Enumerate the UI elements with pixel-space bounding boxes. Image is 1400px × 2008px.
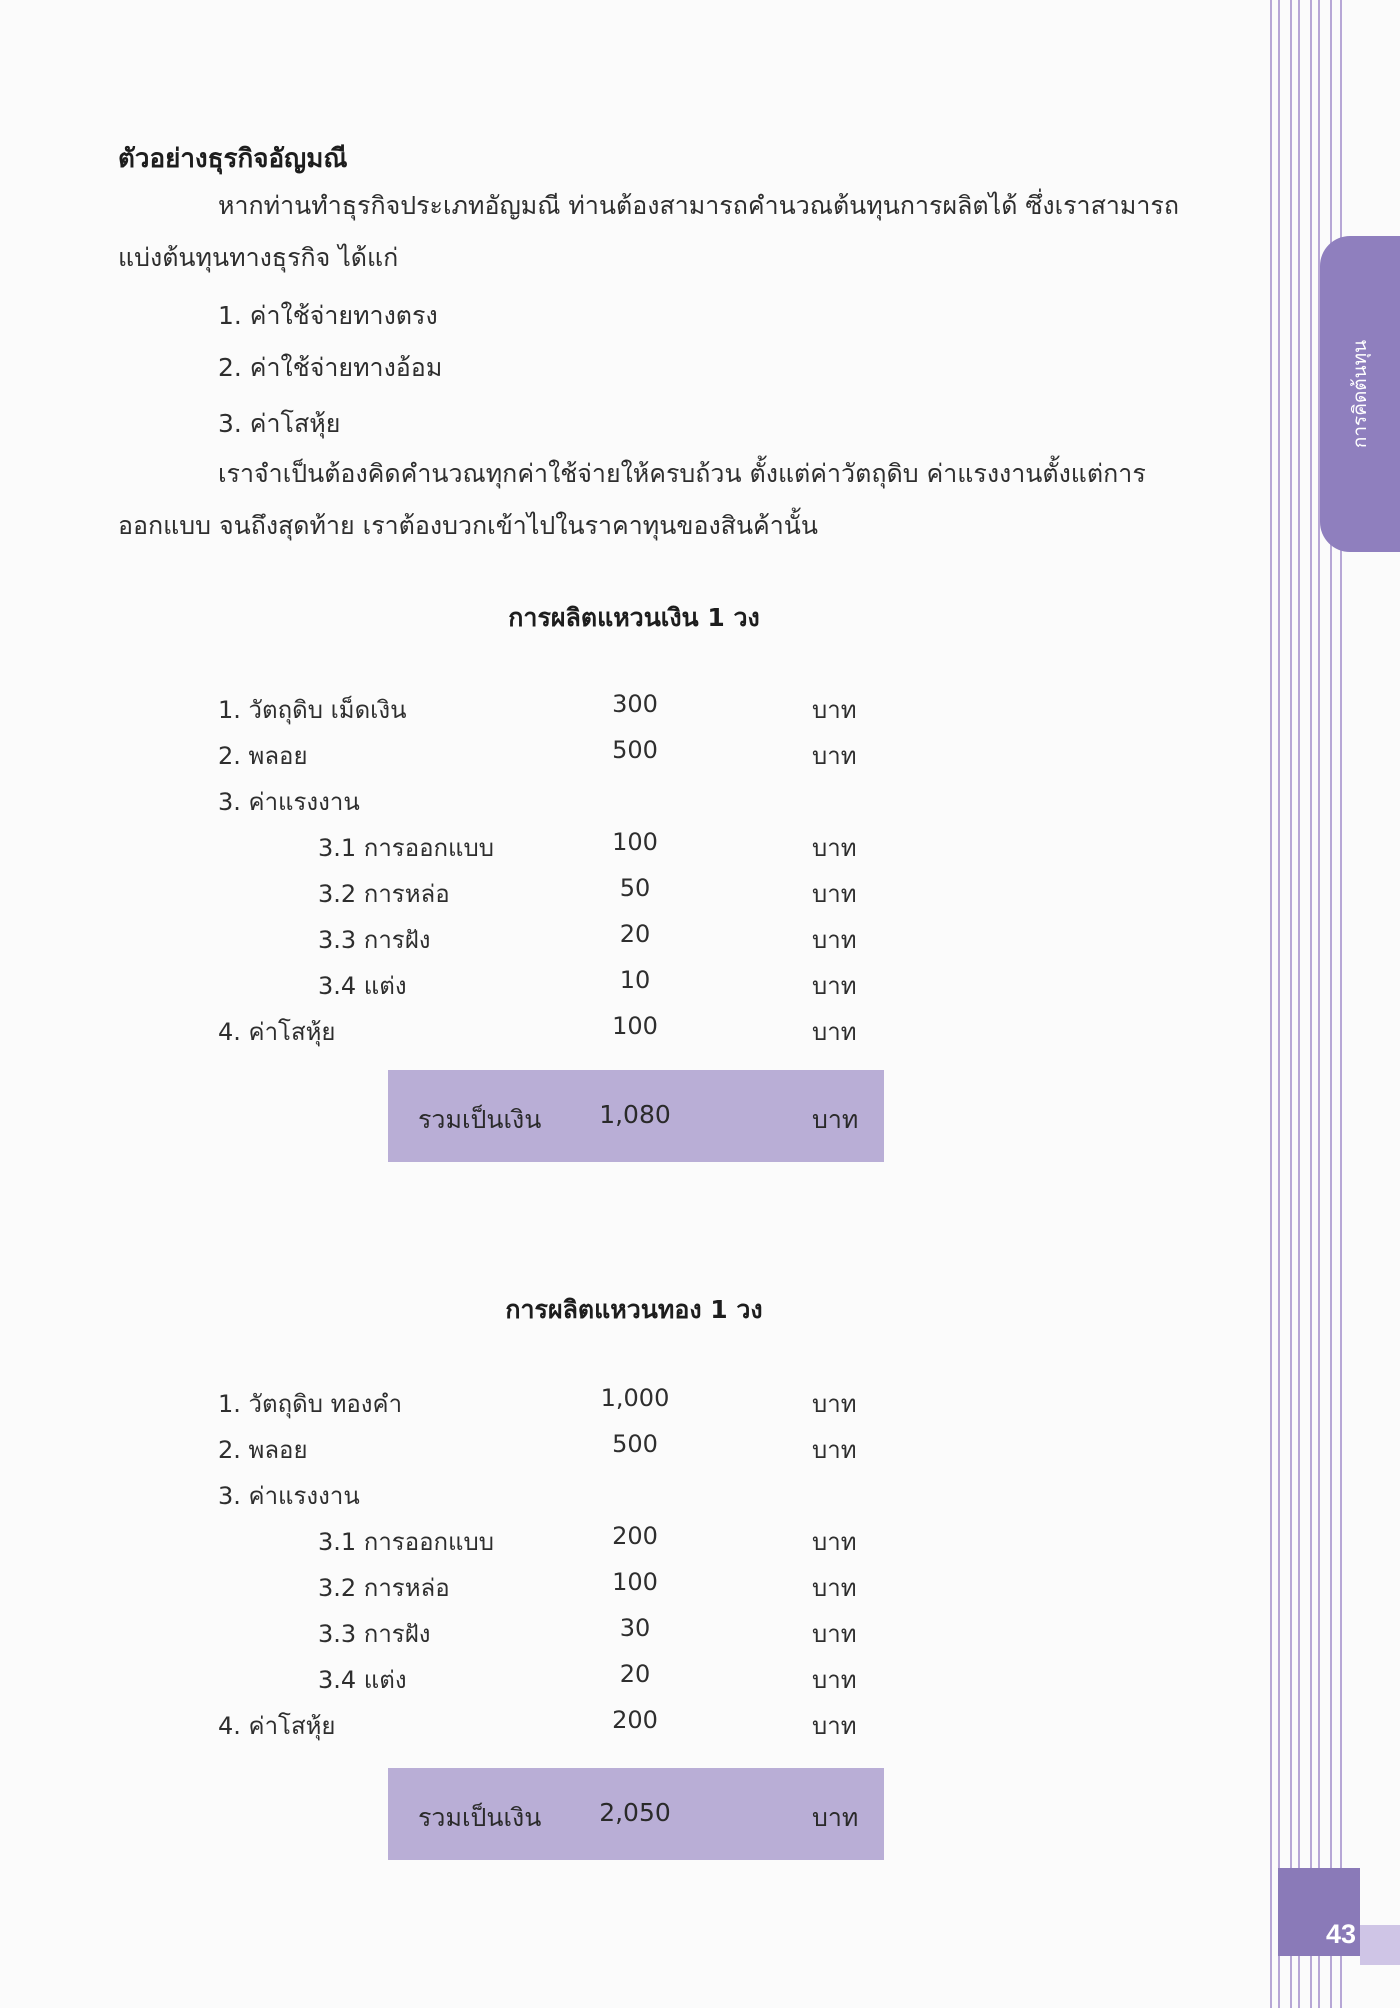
- row-label: 3.2 การหล่อ: [318, 880, 450, 908]
- row-unit: บาท: [812, 1574, 857, 1602]
- row-amount: 300: [612, 690, 658, 718]
- row-unit: บาท: [812, 1436, 857, 1464]
- table-row: [0, 736, 1268, 776]
- note-line-2: ออกแบบ จนถึงสุดท้าย เราต้องบวกเข้าไปในราคาทุนของสินค้านั้น: [118, 511, 818, 540]
- row-amount: 10: [619, 966, 651, 994]
- row-amount: 100: [612, 1568, 658, 1596]
- table-row: [0, 966, 1268, 1006]
- silver-section-title: การผลิตแหวนเงิน 1 วง: [508, 603, 760, 632]
- table-row: [0, 1384, 1268, 1424]
- row-label: 3.1 การออกแบบ: [318, 1528, 494, 1556]
- row-unit: บาท: [812, 880, 857, 908]
- intro-paragraph: [118, 180, 1198, 284]
- row-unit: บาท: [812, 696, 857, 724]
- row-label: 3. ค่าแรงงาน: [218, 788, 360, 816]
- row-amount: 200: [612, 1706, 658, 1734]
- table-row: [0, 1568, 1268, 1608]
- cost-type-item: 1. ค่าใช้จ่ายทางตรง: [218, 301, 438, 330]
- table-row: [0, 828, 1268, 868]
- row-label: 1. วัตถุดิบ เม็ดเงิน: [218, 696, 407, 724]
- row-amount: 100: [612, 1012, 658, 1040]
- total-unit: บาท: [812, 1803, 859, 1832]
- page-corner-decoration: [1360, 1925, 1400, 1965]
- row-label: 4. ค่าโสหุ้ย: [218, 1018, 336, 1046]
- row-label: 3.1 การออกแบบ: [318, 834, 494, 862]
- row-amount: 1,000: [600, 1384, 670, 1412]
- total-amount: 2,050: [599, 1798, 671, 1827]
- row-label: 2. พลอย: [218, 742, 308, 770]
- row-unit: บาท: [812, 1620, 857, 1648]
- table-row: [0, 1660, 1268, 1700]
- row-unit: บาท: [812, 926, 857, 954]
- chapter-tab: [1320, 236, 1400, 552]
- total-label: รวมเป็นเงิน: [418, 1105, 542, 1134]
- total-unit: บาท: [812, 1105, 859, 1134]
- row-amount: 30: [619, 1614, 651, 1642]
- table-row: [0, 1614, 1268, 1654]
- table-row: [0, 1522, 1268, 1562]
- row-label: 3. ค่าแรงงาน: [218, 1482, 360, 1510]
- row-unit: บาท: [812, 1390, 857, 1418]
- total-amount: 1,080: [599, 1100, 671, 1129]
- row-label: 4. ค่าโสหุ้ย: [218, 1712, 336, 1740]
- row-unit: บาท: [812, 742, 857, 770]
- table-row: [0, 1706, 1268, 1746]
- row-label: 3.3 การฝัง: [318, 1620, 431, 1648]
- table-row: [0, 690, 1268, 730]
- row-unit: บาท: [812, 1018, 857, 1046]
- row-amount: 500: [612, 736, 658, 764]
- row-label: 3.4 แต่ง: [318, 972, 407, 1000]
- cost-type-item: 2. ค่าใช้จ่ายทางอ้อม: [218, 353, 443, 382]
- table-row: [0, 920, 1268, 960]
- page-heading: ตัวอย่างธุรกิจอัญมณี: [118, 144, 348, 174]
- table-row: [0, 1012, 1268, 1052]
- row-amount: 100: [612, 828, 658, 856]
- row-amount: 50: [619, 874, 651, 902]
- row-unit: บาท: [812, 1528, 857, 1556]
- page-number-box: [1278, 1868, 1360, 1956]
- row-label: 2. พลอย: [218, 1436, 308, 1464]
- row-amount: 500: [612, 1430, 658, 1458]
- table-row: [0, 874, 1268, 914]
- silver-total-box: [388, 1070, 884, 1162]
- row-unit: บาท: [812, 1666, 857, 1694]
- note-line-1: เราจำเป็นต้องคิดคำนวณทุกค่าใช้จ่ายให้ครบถ้วน ตั้งแต่ค่าวัตถุดิบ ค่าแรงงานตั้งแต่การ: [218, 459, 1146, 488]
- cost-type-item: 3. ค่าโสหุ้ย: [218, 409, 341, 438]
- note-paragraph: [118, 448, 1198, 552]
- row-label: 1. วัตถุดิบ ทองคำ: [218, 1390, 403, 1418]
- row-label: 3.2 การหล่อ: [318, 1574, 450, 1602]
- total-label: รวมเป็นเงิน: [418, 1803, 542, 1832]
- gold-section-title: การผลิตแหวนทอง 1 วง: [505, 1295, 763, 1324]
- table-row: [0, 1430, 1268, 1470]
- row-label: 3.3 การฝัง: [318, 926, 431, 954]
- table-row: [0, 782, 1268, 822]
- row-unit: บาท: [812, 972, 857, 1000]
- row-amount: 20: [619, 1660, 651, 1688]
- intro-line-2: แบ่งต้นทุนทางธุรกิจ ได้แก่: [118, 243, 399, 272]
- chapter-tab-label: การคิดต้นทุน: [1349, 339, 1371, 449]
- gold-total-box: [388, 1768, 884, 1860]
- table-row: [0, 1476, 1268, 1516]
- row-unit: บาท: [812, 1712, 857, 1740]
- row-unit: บาท: [812, 834, 857, 862]
- row-amount: 20: [619, 920, 651, 948]
- page-number: 43: [1325, 1919, 1356, 1949]
- intro-line-1: หากท่านทำธุรกิจประเภทอัญมณี ท่านต้องสามารถคำนวณต้นทุนการผลิตได้ ซึ่งเราสามารถ: [218, 191, 1179, 220]
- row-label: 3.4 แต่ง: [318, 1666, 407, 1694]
- row-amount: 200: [612, 1522, 658, 1550]
